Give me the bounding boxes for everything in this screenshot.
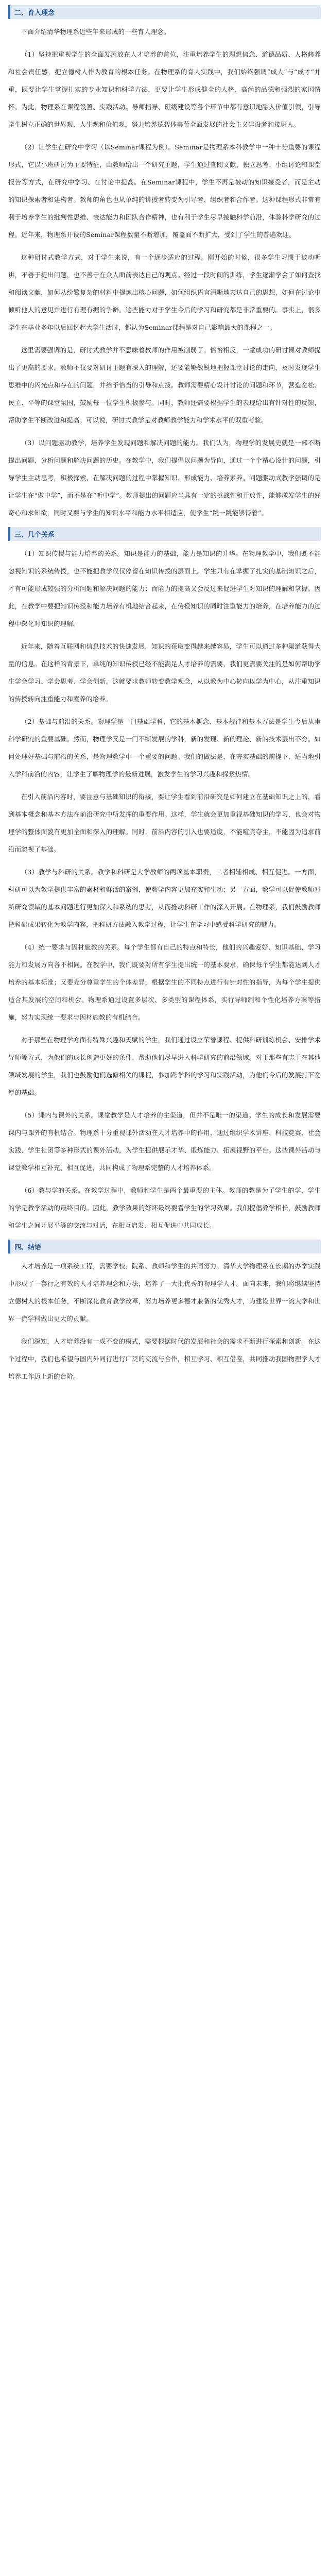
paragraph: 这里需要强调的是，研讨式教学并不意味着教师的作用被削弱了。恰恰相反，一堂成功的研讨课对教师提出了更高的要求。教师不仅要对研讨主题有深入的理解，还要能够敏锐地把握课堂讨论的走向，及时发现学生思维中的闪光点和存在的问题，并给予恰当的引导和点拨。教师需要精心设计讨论的问题和环节，营造宽松、民主、平等的课堂氛围，鼓励每一位学生积极参与。同时，教师还需要根据学生的表现给出有针对性的反馈，帮助学生不断改进和提高。可以说，研讨式教学是对教师教学能力和学术水平的双重考验。 (8, 346, 321, 424)
paragraph: （2）基础与前沿的关系。物理学是一门基础学科，它的基本概念、基本规律和基本方法是学生今后从事科学研究的重要基础。然而，物理学又是一门不断发展的学科，新的发现、新的理论、新的技术层出不穷。如何处理好基础与前沿的关系，是物理教学中一个重要的问题。我们的做法是，在夯实基础的前提下，适当地引入学科前沿的内容，让学生了解物理学的最新进展，激发学生的学习兴趣和探索热情。 (8, 718, 321, 778)
section-heading: 四、结语 (8, 1240, 321, 1253)
paragraph: 对于那些在物理学方面有特殊兴趣和天赋的学生，我们通过设立荣誉课程、提供科研训练机会、安排学术导师等方式，为他们的成长创造更好的条件，帮助他们尽早进入科学研究的前沿领域。对于那些有志于在其他领域发展的学生，我们也鼓励他们选修相关的课程，参加跨学科的学习和实践活动，为他们今后的发展打下宽厚的基础。 (8, 1036, 321, 1096)
paragraph: （6）教与学的关系。在教学过程中，教师和学生是两个最重要的主体。教师的教是为了学生的学，学生的学是教学活动的最终目的。因此，教学效果的好坏最终要看学生的学习效果。我们提倡教学相长，鼓励教师和学生之间开展平等的交流与对话，在相互启发、相互促进中共同成长。 (8, 1187, 321, 1229)
paragraph: 近年来，随着互联网和信息技术的快速发展，知识的获取变得越来越容易，学生可以通过多种渠道获得大量的信息。在这样的背景下，单纯的知识传授已经不能满足人才培养的需要，我们更需要关注的是如何帮助学生学会学习、学会思考、学会创新。这就要求教师转变教学观念，从以教为中心转向以学为中心，从注重知识的传授转向注重能力和素养的培养。 (8, 642, 321, 703)
paragraph: （3）以问题驱动教学，培养学生发现问题和解决问题的能力。我们认为，物理学的发展史就是一部不断提出问题、分析问题和解决问题的历史。在教学中，我们提倡以问题为导向，通过一个个精心设计的问题，引导学生主动思考，积极探索，在解决问题的过程中掌握知识、形成能力、培养素养。问题驱动式教学强调的是让学生在“做中学”，而不是在“听中学”。教师提出的问题应当具有一定的挑战性和开放性，能够激发学生的好奇心和求知欲，同时又要与学生的知识水平和能力水平相适应，使学生“跳一跳能够得着”。 (8, 439, 321, 517)
paragraph: 下面介绍清华物理系近些年来形成的一些育人理念。 (21, 28, 170, 36)
paragraph: （2）让学生在研究中学习（以Seminar课程为例）。Seminar是物理系本科教学中一种十分重要的课程形式，它以小班研讨为主要特征，由教师给出一个研究主题，学生通过查阅文献、独立思考、小组讨论和课堂报告等方式，在研究中学习、在讨论中提高。在Seminar课程中，学生不再是被动的知识接受者，而是主动的知识探索者和建构者。教师的角色也从单纯的讲授者转变为引导者、组织者和合作者。这种课程形式非常有利于培养学生的批判性思维、表达能力和团队合作精神，也有利于学生尽早接触科学前沿，体验科学研究的过程。近年来，物理系开设的Seminar课程数量不断增加，覆盖面不断扩大，受到了学生的普遍欢迎。 (8, 143, 321, 239)
paragraph: （1）坚持把重视学生的全面发展放在人才培养的首位，注重培养学生的理想信念、道德品质、人格修养和社会责任感，把立德树人作为教育的根本任务。在物理系的育人实践中，我们始终强调“成人”与“成才”并重，既要让学生掌握扎实的专业知识和科学方法，更要让学生形成健全的人格、高尚的品德和强烈的家国情怀。为此，物理系在课程设置、实践活动、导师指导、班级建设等各个环节中都有意识地融入价值引领，引导学生树立正确的世界观、人生观和价值观，努力培养德智体美劳全面发展的社会主义建设者和接班人。 (8, 50, 321, 128)
paragraph: 这种研讨式教学方式，对于学生来说，有一个逐步适应的过程。刚开始的时候，很多学生习惯于被动听讲，不善于提出问题，也不善于在众人面前表达自己的观点。经过一段时间的训练，学生逐渐学会了如何查找和阅读文献，如何从纷繁复杂的材料中提炼出核心问题，如何组织语言清晰地表达自己的思想，如何在讨论中倾听他人的意见并进行有理有据的争辩。这些能力对于学生今后的学习和研究都是非常重要的。事实上，很多学生在毕业多年以后回忆起大学生活时，都认为Seminar课程是对自己影响最大的课程之一。 (8, 253, 321, 331)
paragraph: （4）统一要求与因材施教的关系。每个学生都有自己的特点和特长，他们的兴趣爱好、知识基础、学习能力和发展方向各不相同。在教学中，我们既要对所有学生提出统一的基本要求，确保每个学生都能达到人才培养的基本标准；又要充分尊重学生的个体差异，根据学生的不同特点进行有针对性的指导，为每个学生提供适合其发展的空间和机会。物理系通过设置多层次、多类型的课程体系，实行导师制和个性化培养方案等措施，努力实现统一要求与因材施教的有机结合。 (8, 943, 321, 1021)
paragraph: 在引入前沿内容时，要注意与基础知识的衔接，要让学生看到前沿研究是如何建立在基础知识之上的，看到基本概念和基本方法在前沿研究中所发挥的重要作用。这样，学生就会更加重视基础知识的学习，也会对物理学的整体面貌有更加全面和深入的理解。同时，前沿内容的引入也要适度，不能喧宾夺主，不能因为追求前沿而忽视了基础。 (8, 793, 321, 853)
section-heading: 三、几个关系 (8, 527, 321, 541)
section-heading: 二、育人理念 (8, 5, 321, 19)
paragraph: （1）知识传授与能力培养的关系。知识是能力的基础，能力是知识的升华。在物理教学中，我们既不能忽视知识的系统传授，也不能把教学仅仅停留在知识传授的层面上。学生只有在掌握了扎实的基础知识之后，才有可能形成较强的分析问题和解决问题的能力；而能力的提高又会反过来促进学生对知识的理解和掌握。因此，在教学中要把知识传授和能力培养有机地结合起来，在传授知识的同时注重能力的培养，在培养能力的过程中深化对知识的理解。 (8, 550, 321, 628)
paragraph: 我们深知，人才培养没有一成不变的模式，需要根据时代的发展和社会的需求不断进行探索和创新。在这个过程中，我们也希望与国内外同行进行广泛的交流与合作，相互学习、相互借鉴，共同推动我国物理学人才培养工作迈上新的台阶。 (8, 1337, 321, 1380)
paragraph: （5）课内与课外的关系。课堂教学是人才培养的主渠道，但并不是唯一的渠道。学生的成长和发展需要课内与课外的有机结合。物理系十分重视课外活动在人才培养中的作用，通过组织学术讲座、科技竞赛、社会实践、学生社团等多种形式的课外活动，为学生提供展示才华、锻炼能力、拓展视野的平台。这些课外活动与课堂教学相互补充、相互促进，共同构成了物理系完整的人才培养体系。 (8, 1111, 321, 1172)
paragraph: 人才培养是一项系统工程，需要学校、院系、教师和学生的共同努力。清华大学物理系在长期的办学实践中形成了一套行之有效的人才培养理念和方法，培养了一大批优秀的物理学人才。面向未来，我们将继续坚持立德树人的根本任务，不断深化教育教学改革，努力培养更多德才兼备的优秀人才，为建设世界一流大学和世界一流学科做出更大的贡献。 (8, 1262, 321, 1323)
article (8, 0, 321, 1385)
paragraph: （3）教学与科研的关系。教学和科研是大学教师的两项基本职责，二者相辅相成、相互促进。一方面，科研可以为教学提供丰富的素材和鲜活的案例，使教学内容更加充实和生动；另一方面，教学可以促使教师对所研究领域的基本问题进行更加深入和系统的思考，从而推动科研工作的深入开展。在物理系，我们鼓励教师把科研成果转化为教学内容，把科研方法融入教学过程，让学生在学习中感受科学研究的魅力。 (8, 868, 321, 928)
